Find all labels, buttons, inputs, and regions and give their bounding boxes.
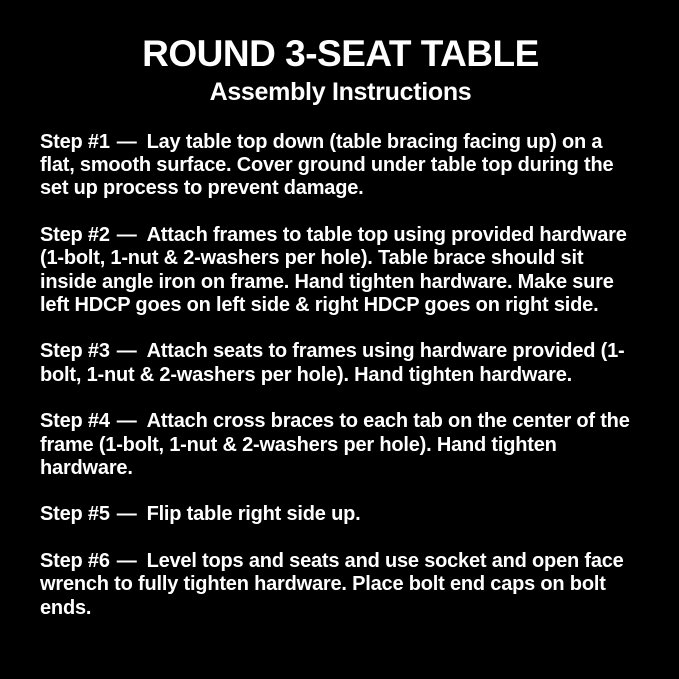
step-3-separator: — (116, 340, 137, 363)
step-2-label: Step #2 (40, 223, 110, 246)
step-2 (40, 224, 640, 318)
step-4-separator: — (116, 410, 137, 433)
step-5-separator: — (116, 503, 137, 526)
step-4-text: Attach cross braces to each tab on the center of the frame (1-bolt, 1-nut & 2-washers per hole). Hand tighten hardware. (40, 410, 630, 479)
step-1-text: Lay table top down (table bracing facing up) on a flat, smooth surface. Cover ground under table top during the set up process to prevent damage. (40, 130, 614, 200)
step-5-text: Flip table right side up. (146, 503, 361, 526)
step-6-label: Step #6 (40, 549, 110, 572)
step-1-label: Step #1 (40, 130, 110, 153)
step-6-text: Level tops and seats and use socket and open face wrench to fully tighten hardware. Place bolt end caps on bolt ends. (40, 549, 624, 619)
step-3-label: Step #3 (40, 340, 110, 363)
header (40, 34, 641, 107)
step-2-separator: — (116, 223, 137, 246)
page-subtitle: Assembly Instructions (209, 77, 472, 106)
step-2-text: Attach frames to table top using provided hardware (1-bolt, 1-nut & 2-washers per hole). Table brace should sit inside angle iron on frame. Hand tighten hardware. Make sure left HDCP goes on left side & right HDCP goes on right side. (40, 223, 627, 317)
step-6 (40, 550, 640, 620)
step-3-text: Attach seats to frames using hardware provided (1-bolt, 1-nut & 2-washers per hole). Hand tighten hardware. (40, 340, 625, 386)
step-1 (40, 131, 640, 201)
steps-list (40, 131, 640, 620)
step-6-separator: — (116, 549, 137, 572)
step-4 (40, 410, 640, 480)
step-3 (40, 340, 640, 387)
page-title: ROUND 3-SEAT TABLE (142, 33, 539, 74)
step-5-label: Step #5 (40, 503, 110, 526)
step-5 (40, 503, 640, 526)
step-4-label: Step #4 (40, 410, 110, 433)
step-1-separator: — (116, 130, 137, 153)
